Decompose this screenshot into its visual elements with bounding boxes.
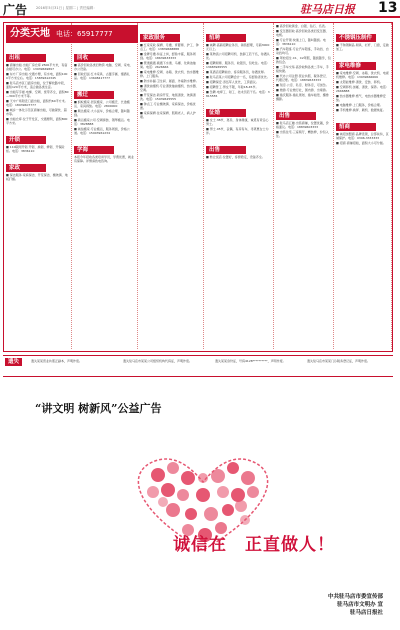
ad-credit-3: 驻马店日报社 (349, 610, 383, 616)
category-heading: 出租 (6, 54, 46, 62)
category-heading: 招商 (336, 123, 376, 131)
classified-item: ■ 代办公司注册·营业执照、税务登记、代理记账。电话：18839633333 (276, 74, 329, 82)
classified-item: ■ 商铺出租·出租厂房仓库 2500平方米，有宿舍楼可办公。电话：13939669897 (6, 63, 68, 71)
ad-credit-1: 中共驻马店市委宣传部 (327, 594, 383, 600)
notice-item: 遗失驻马店市某某公司组织机构代码证，声明作废。 (123, 359, 193, 363)
classified-item: ■ 高价回收黄金、白银、钻石、名表。 (276, 24, 328, 28)
category-heading: 出售 (276, 112, 316, 120)
column-1 (4, 23, 72, 349)
column-4 (204, 23, 274, 349)
notice-item: 遗失某某身份证，号码4128**********，声明作废。 (215, 359, 286, 363)
classified-item: ■ 二手车交易·高价收购各类二手车，手续快捷。 (276, 65, 329, 73)
category-heading: 家政服务 (140, 34, 180, 42)
classified-item: ■ 出租写字楼·电梯、空调、宽带齐全，面积80—300平方米不等。 (6, 90, 69, 98)
classified-item: ■ 热水器维修·燃气、电热水器维修安装。 (336, 94, 386, 102)
classified-item: ■ 招聘厨师、服务员、收银员，包吃住。电话：13683965555 (206, 61, 270, 69)
category-heading: 学海 (74, 146, 114, 154)
classified-item: ■ 出租仓库·位于开发区，交通便利，面积800平方米。 (6, 117, 68, 125)
classified-item: ■ 婚庆服务·婚礼策划、婚车租赁、摄像摄影。 (276, 93, 329, 101)
classified-item: ■ 驾校招生·C1、C2驾照，随到随学，包教包会。 (276, 56, 331, 64)
classified-item: ■ 家庭保姆·住家保姆、照顾老人、病人护理。 (140, 111, 196, 119)
ad-credit-2: 驻马店市文明办 宣 (337, 602, 383, 608)
classified-item: ■ 诚聘·高薪招聘业务员、销售经理，月薪3000元以上。 (206, 43, 270, 51)
newspaper-name: 驻马店日报 (300, 3, 355, 16)
classified-item: ■ 招聘普工·男女不限，年龄18-45岁。 (206, 85, 259, 89)
classified-item: ■ 驻马店某公司招聘会计一名，有经验者优先。 (206, 75, 270, 79)
page-number: 13 (378, 0, 398, 16)
classified-item: ■ 出售住宅·三室两厅，精装修，拎包入住。 (276, 130, 329, 138)
lost-notices (3, 355, 393, 377)
classified-item: ■ 招商·商铺招租，面积大小可分割。 (336, 141, 386, 145)
category-heading: 招聘 (206, 34, 246, 42)
classified-item: ■ 110联网开锁·开锁、换锁、修锁、开保险柜。电话：3836110 (6, 145, 65, 153)
column-2 (72, 23, 138, 349)
public-service-ad (3, 380, 397, 628)
banner-phone: 电话：65917777 (56, 30, 113, 38)
classified-item: ■ 急聘·电焊工、钳工、技术员若干名。电话：3815555 (206, 90, 270, 98)
classified-item: ■ 空调移机·加氟、清洗、保养。电话：2666888 (336, 85, 389, 93)
classified-item: ■ 不锈钢制品·厨具、栏杆、门窗，定做加工。 (336, 43, 389, 51)
classified-item: ■ 女士·38岁，离异，身体健康，诚觅有责任心男士。 (206, 118, 269, 126)
classified-item: ■ 转让饭店·位置好，客源稳定，设备齐全。 (206, 155, 265, 159)
classified-item: ■ 太阳能维修·清洗、安装、移机。 (336, 80, 383, 84)
notices-tag: 遗失 (5, 358, 22, 366)
classified-item: ■ 回收旧货·红木家具、古董字画、烟酒礼品。电话：13608417777 (74, 72, 130, 80)
classified-item: ■ 驻马店汇融·出售商铺，位置优越，价格面议。电话：18839603333 (276, 121, 329, 129)
classified-item: ■ 高价回收各类旧物资·电脑、空调、家电、办公设备。 (74, 63, 133, 71)
classified-item: ■ 招聘保安·退伍军人优先，工资面议。 (206, 80, 259, 84)
classified-item: ■ 顺达搬家·大小货车，价格合理，随叫随到。 (74, 109, 130, 117)
classified-item: ■ 管道疏通·疏通下水道、马桶、化粪池抽粪。电话：2626666 (140, 61, 196, 69)
classified-item: ■ 变压器回收·高价回收各类旧变压器、电缆。 (276, 29, 329, 37)
category-heading: 家电维修 (336, 62, 376, 70)
issue-meta: 2016年5月31日 | 星期二 | 责任编辑： (36, 6, 97, 10)
classified-item: ■ 诚信搬家·专业搬运，服务周到，价格公道。电话：15903961234 (74, 127, 130, 135)
ad-slogan (173, 530, 335, 555)
category-heading: 搬迁 (74, 91, 114, 99)
classified-item: ■ 驻马店市区门面房出租，位于解放路中段，面积120平方米，适合做各类生意。 (6, 81, 67, 89)
classified-item: ■ 旅游·专业旅行社，国内游、出境游。 (276, 88, 329, 92)
column-3 (138, 23, 204, 349)
slogan-left: 诚信在 (173, 535, 227, 555)
classified-item: ■ 保洁服务·家庭保洁、开荒保洁、擦玻璃、地板打蜡。 (6, 173, 68, 181)
slogan-right: 正直做人！ (245, 535, 335, 555)
section-title: 广告 (3, 3, 28, 17)
classified-item: ■ 城乡一体化示范区商铺出租，可做餐饮、超市等。 (6, 108, 67, 116)
classified-item: ■ 东方厂房出租·交通方便，有水电，面积1000平方米左右。电话：15839612345 (6, 72, 68, 80)
page-header (0, 0, 400, 18)
classified-item: ■ 专业开锁·快速上门，随叫随到。电话：3836110 (276, 38, 326, 46)
classified-item: ■ 清洗油烟机·专业清洗抽油烟机、热水器、空调。 (140, 84, 199, 92)
classified-item: ■ 红家家政·保姆、月嫂、育婴师、护工、钟点工。电话：13839668888 (140, 43, 199, 51)
notice-item: 遗失某某营业执照正副本，声明作废。 (31, 359, 83, 363)
classified-item: ■ 家电维修·空调、冰箱、洗衣机、热水器维修。上门服务。 (140, 70, 199, 78)
classified-banner (6, 25, 138, 43)
category-heading: 不锈钢压制件 (336, 34, 376, 42)
classified-item: ■ 手机维修·换屏、刷机、数据恢复。 (336, 108, 386, 112)
classified-item: ■ 防水补漏·卫生间、屋面、外墙防水维修。 (140, 79, 199, 83)
classified-item: ■ 刻章·公章、私章、财务章，可加急。 (276, 83, 329, 87)
classified-item: ■ 鸿运搬家公司·空调拆装、钢琴搬运。电话：3828888 (74, 118, 130, 126)
classified-item: ■ 家电维修·空调、冰箱、洗衣机、电视机维修。电话：13939666666 (336, 71, 389, 79)
classified-item: ■ 开荒保洁·新房开荒、地毯清洗、玻璃清洗。电话：15939625555 (140, 93, 196, 101)
classified-item: ■ 汽车陪练·专业汽车陪练，手动挡、自动挡均可。 (276, 47, 329, 55)
classified-item: ■ 某酒店招聘前台、客房服务员，待遇优厚。 (206, 70, 267, 74)
classified-item: ■ 男士·45岁，丧偶，有房有车，寻贤惠女士为伴。 (206, 127, 269, 135)
classified-item: 本报今年招收各类培训学员，学费优惠，就业有保障。详情请致电咨询。 (74, 155, 135, 163)
category-heading: 征婚 (206, 109, 246, 117)
classified-item: ■ 钟点工·专业擦玻璃、家庭保洁，价格优惠。 (140, 102, 196, 110)
classified-item: ■ 天中广场附近门面出租，面积约60平方米。电话：18939607777 (6, 99, 68, 107)
category-heading: 开锁 (6, 136, 46, 144)
category-heading: 出售 (206, 146, 246, 154)
classified-section (3, 22, 393, 352)
classified-item: ■ 金牌月嫂·持证上岗，经验丰富，服务周到。电话：18639633333 (140, 52, 196, 60)
notice-item: 遗失驻马店市某某门诊税务登记证，声明作废。 (307, 359, 371, 363)
classified-item: ■ 蚂蚁搬家·居民搬家、公司搬迁、长途搬运、家具拆装。电话：2800000 (74, 100, 130, 108)
classified-item: ■ 电脑维修·上门服务，价格合理。 (336, 103, 383, 107)
classified-item: ■ 某物流公司招聘司机、装卸工若干名，待遇从优。 (206, 52, 270, 60)
category-heading: 回收 (74, 54, 114, 62)
classified-item: ■ 诚招加盟商·品牌连锁，总部扶持，区域保护。电话：0396-3333333 (336, 132, 389, 140)
banner-title: 分类天地 (10, 28, 50, 39)
column-5 (274, 23, 334, 349)
ad-title: “讲文明 树新风”公益广告 (35, 402, 162, 415)
category-heading: 家政 (6, 164, 46, 172)
column-6 (334, 23, 392, 349)
